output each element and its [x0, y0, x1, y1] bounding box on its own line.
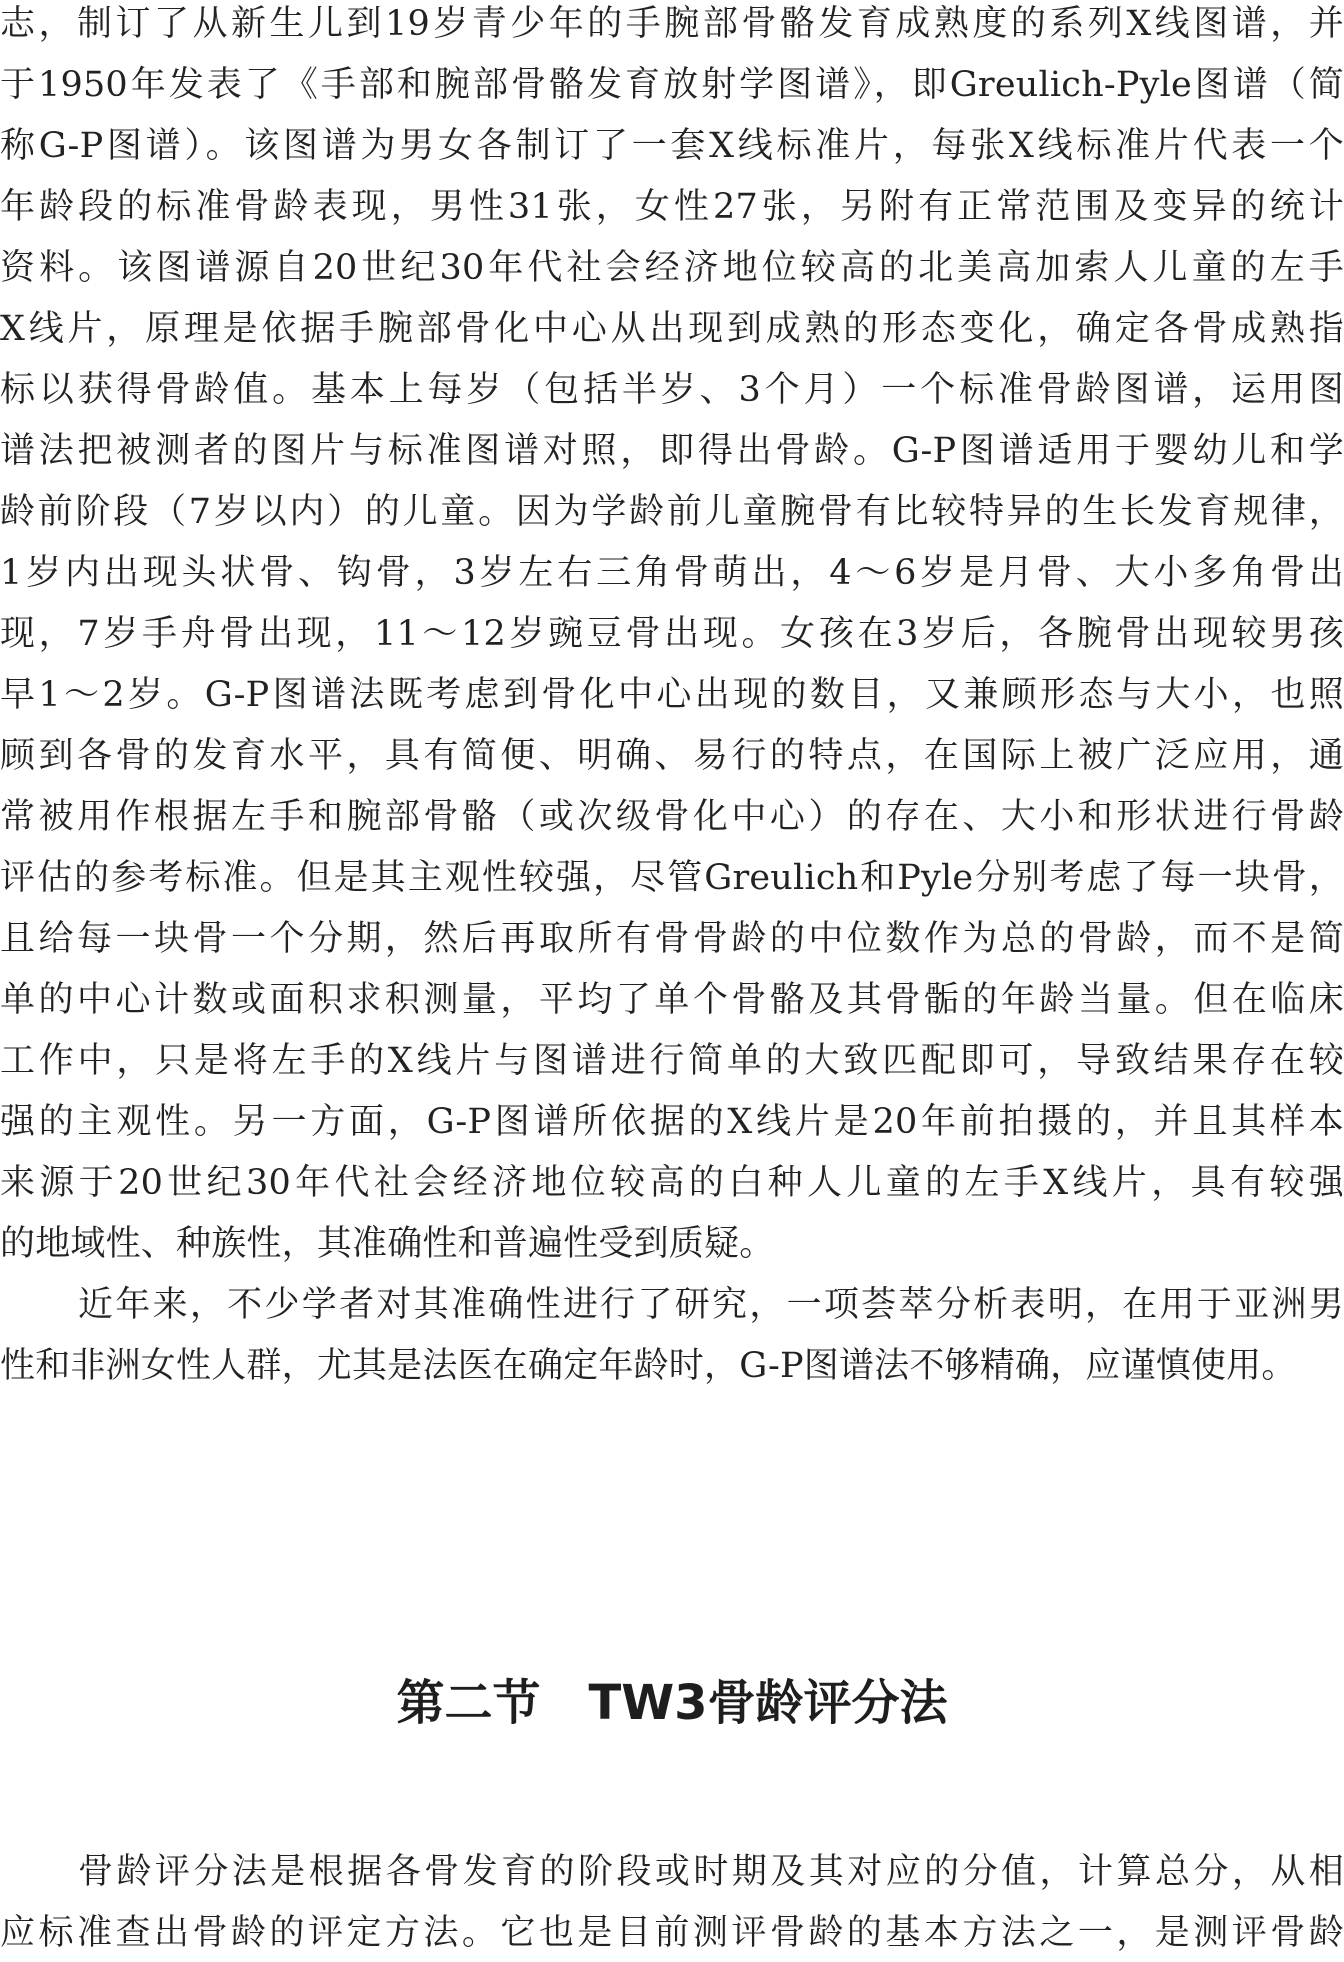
text-line: X线片，原理是依据手腕部骨化中心从出现到成熟的形态变化，确定各骨成熟指	[0, 309, 1344, 349]
text-line: 于1950年发表了《手部和腕部骨骼发育放射学图谱》，即Greulich-Pyle图谱（简	[0, 65, 1344, 105]
text-line: 标以获得骨龄值。基本上每岁（包括半岁、3个月）一个标准骨龄图谱，运用图	[0, 370, 1344, 410]
text-line: 年龄段的标准骨龄表现，男性31张，女性27张，另附有正常范围及变异的统计	[0, 187, 1344, 227]
text-line: 来源于20世纪30年代社会经济地位较高的白种人儿童的左手X线片，具有较强	[0, 1163, 1344, 1203]
section-heading: 第二节 TW3骨龄评分法	[396, 1675, 948, 1731]
text-line: 常被用作根据左手和腕部骨骼（或次级骨化中心）的存在、大小和形状进行骨龄	[0, 797, 1344, 837]
text-line: 的地域性、种族性，其准确性和普遍性受到质疑。	[0, 1224, 775, 1264]
text-line: 单的中心计数或面积求积测量，平均了单个骨骼及其骨骺的年龄当量。但在临床	[0, 980, 1344, 1020]
text-line: 早1～2岁。G-P图谱法既考虑到骨化中心出现的数目，又兼顾形态与大小，也照	[0, 675, 1344, 715]
text-line: 称G-P图谱）。该图谱为男女各制订了一套X线标准片，每张X线标准片代表一个	[0, 126, 1344, 166]
text-line: 骨龄评分法是根据各骨发育的阶段或时期及其对应的分值，计算总分，从相	[78, 1852, 1344, 1892]
text-line: 资料。该图谱源自20世纪30年代社会经济地位较高的北美高加索人儿童的左手	[0, 248, 1344, 288]
text-line: 近年来，不少学者对其准确性进行了研究，一项荟萃分析表明，在用于亚洲男	[78, 1285, 1344, 1325]
text-line: 性和非洲女性人群，尤其是法医在确定年龄时，G-P图谱法不够精确，应谨慎使用。	[0, 1346, 1297, 1386]
text-line: 且给每一块骨一个分期，然后再取所有骨骨龄的中位数作为总的骨龄，而不是简	[0, 919, 1344, 959]
text-line: 谱法把被测者的图片与标准图谱对照，即得出骨龄。G-P图谱适用于婴幼儿和学	[0, 431, 1344, 471]
text-line: 龄前阶段（7岁以内）的儿童。因为学龄前儿童腕骨有比较特异的生长发育规律，	[0, 492, 1344, 532]
text-line: 志，制订了从新生儿到19岁青少年的手腕部骨骼发育成熟度的系列X线图谱，并	[0, 4, 1344, 44]
text-line: 顾到各骨的发育水平，具有简便、明确、易行的特点，在国际上被广泛应用，通	[0, 736, 1344, 776]
text-line: 强的主观性。另一方面，G-P图谱所依据的X线片是20年前拍摄的，并且其样本	[0, 1102, 1344, 1142]
text-line: 应标准查出骨龄的评定方法。它也是目前测评骨龄的基本方法之一，是测评骨龄	[0, 1913, 1344, 1953]
text-line: 现，7岁手舟骨出现，11～12岁豌豆骨出现。女孩在3岁后，各腕骨出现较男孩	[0, 614, 1344, 654]
text-line: 评估的参考标准。但是其主观性较强，尽管Greulich和Pyle分别考虑了每一块骨，	[0, 858, 1344, 898]
text-line: 1岁内出现头状骨、钩骨，3岁左右三角骨萌出，4～6岁是月骨、大小多角骨出	[0, 553, 1344, 593]
text-line: 工作中，只是将左手的X线片与图谱进行简单的大致匹配即可，导致结果存在较	[0, 1041, 1344, 1081]
